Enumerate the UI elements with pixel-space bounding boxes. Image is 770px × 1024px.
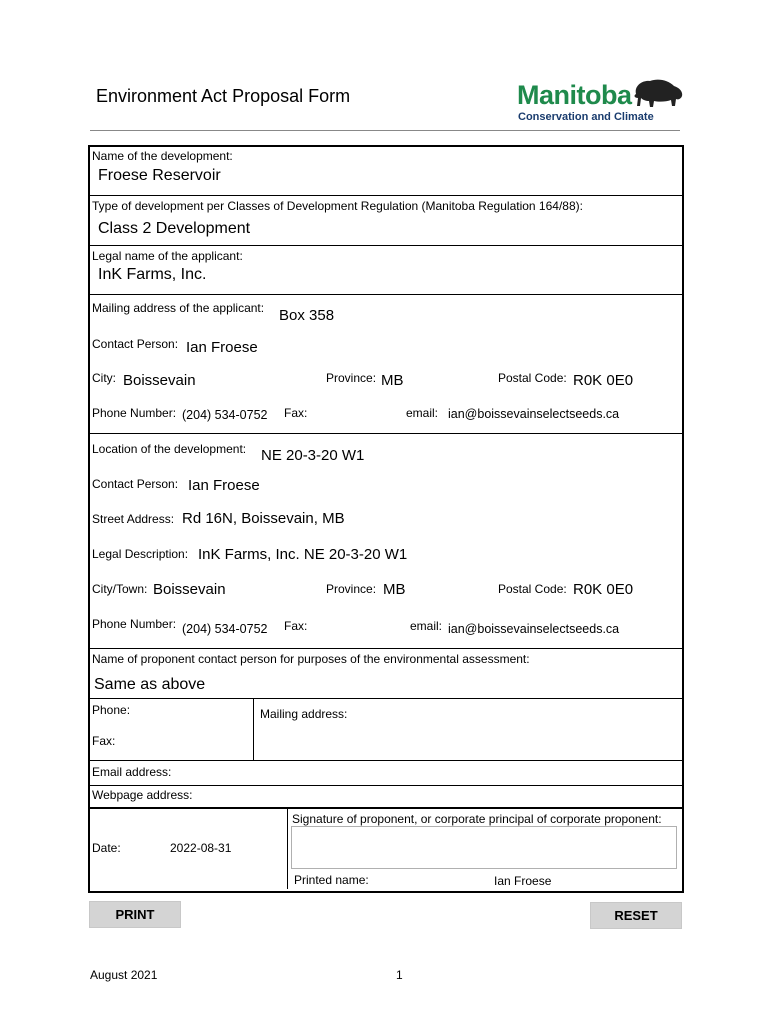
applicant-postal-label: Postal Code: [498, 371, 567, 385]
manitoba-logo [516, 76, 686, 126]
proponent-contact-field[interactable]: Same as above [94, 676, 206, 693]
location-province-label: Province: [326, 582, 377, 596]
applicant-legal-name-label: Legal name of the applicant: [92, 249, 243, 263]
printed-name-field[interactable]: Ian Froese [494, 874, 552, 888]
proponent-fax-label: Fax: [92, 734, 116, 748]
development-type-field[interactable]: Class 2 Development [98, 220, 251, 237]
location-city-field[interactable]: Boissevain [153, 581, 226, 598]
form-title: Environment Act Proposal Form [96, 86, 351, 106]
signature-label: Signature of proponent, or corporate principal of corporate proponent: [292, 812, 662, 826]
location-contact-field[interactable]: Ian Froese [188, 477, 260, 494]
proponent-mailing-field[interactable] [256, 722, 678, 758]
printed-name-label: Printed name: [294, 873, 369, 887]
location-label: Location of the development: [92, 442, 247, 456]
applicant-province-label: Province: [326, 371, 377, 385]
development-name-label: Name of the development: [92, 149, 233, 163]
street-address-field[interactable]: Rd 16N, Boissevain, MB [182, 510, 345, 527]
location-fax-label: Fax: [284, 619, 308, 633]
applicant-city-field[interactable]: Boissevain [123, 372, 196, 389]
development-name-field[interactable]: Froese Reservoir [98, 167, 221, 184]
applicant-legal-name-field[interactable]: InK Farms, Inc. [98, 266, 207, 283]
applicant-mailing-label: Mailing address of the applicant: [92, 301, 265, 315]
applicant-city-label: City: [92, 371, 116, 385]
location-postal-label: Postal Code: [498, 582, 567, 596]
page-number: 1 [396, 968, 403, 982]
applicant-email-label: email: [406, 406, 439, 420]
location-province-field[interactable]: MB [383, 581, 406, 598]
bison-icon [628, 76, 684, 112]
print-button[interactable]: PRINT [89, 901, 181, 928]
proponent-contact-label: Name of proponent contact person for purposes of the environmental assessment: [92, 652, 530, 666]
header-divider [90, 130, 680, 131]
location-postal-field[interactable]: R0K 0E0 [573, 581, 634, 598]
location-contact-label: Contact Person: [92, 477, 179, 491]
logo-wordmark: Manitoba [517, 80, 632, 110]
location-phone-field[interactable]: (204) 534-0752 [182, 622, 268, 636]
applicant-fax-label: Fax: [284, 406, 308, 420]
location-city-label: City/Town: [92, 582, 148, 596]
legal-description-label: Legal Description: [92, 547, 189, 561]
proponent-email-label: Email address: [92, 765, 172, 779]
applicant-contact-label: Contact Person: [92, 337, 179, 351]
footer-date: August 2021 [90, 968, 158, 982]
proponent-phone-label: Phone: [92, 703, 131, 717]
location-phone-label: Phone Number: [92, 617, 177, 631]
development-type-label: Type of development per Classes of Development Regulation (Manitoba Regulation 164/88): [92, 199, 583, 213]
street-address-label: Street Address: [92, 512, 175, 526]
proponent-mailing-label: Mailing address: [260, 707, 348, 721]
applicant-contact-field[interactable]: Ian Froese [186, 339, 258, 356]
applicant-email-field[interactable]: ian@boissevainselectseeds.ca [448, 407, 620, 421]
applicant-province-field[interactable]: MB [381, 372, 404, 389]
logo-subtitle: Conservation and Climate [518, 111, 654, 123]
location-email-field[interactable]: ian@boissevainselectseeds.ca [448, 622, 620, 636]
applicant-postal-field[interactable]: R0K 0E0 [573, 372, 634, 389]
applicant-phone-label: Phone Number: [92, 406, 177, 420]
signature-field[interactable] [291, 826, 677, 869]
date-field[interactable]: 2022-08-31 [170, 841, 232, 855]
proponent-webpage-label: Webpage address: [92, 788, 193, 802]
applicant-mailing-field[interactable]: Box 358 [279, 307, 335, 324]
location-field[interactable]: NE 20-3-20 W1 [261, 447, 365, 464]
date-label: Date: [92, 841, 121, 855]
reset-button[interactable]: RESET [590, 902, 682, 929]
legal-description-field[interactable]: InK Farms, Inc. NE 20-3-20 W1 [198, 546, 408, 563]
location-email-label: email: [410, 619, 443, 633]
applicant-phone-field[interactable]: (204) 534-0752 [182, 408, 268, 422]
